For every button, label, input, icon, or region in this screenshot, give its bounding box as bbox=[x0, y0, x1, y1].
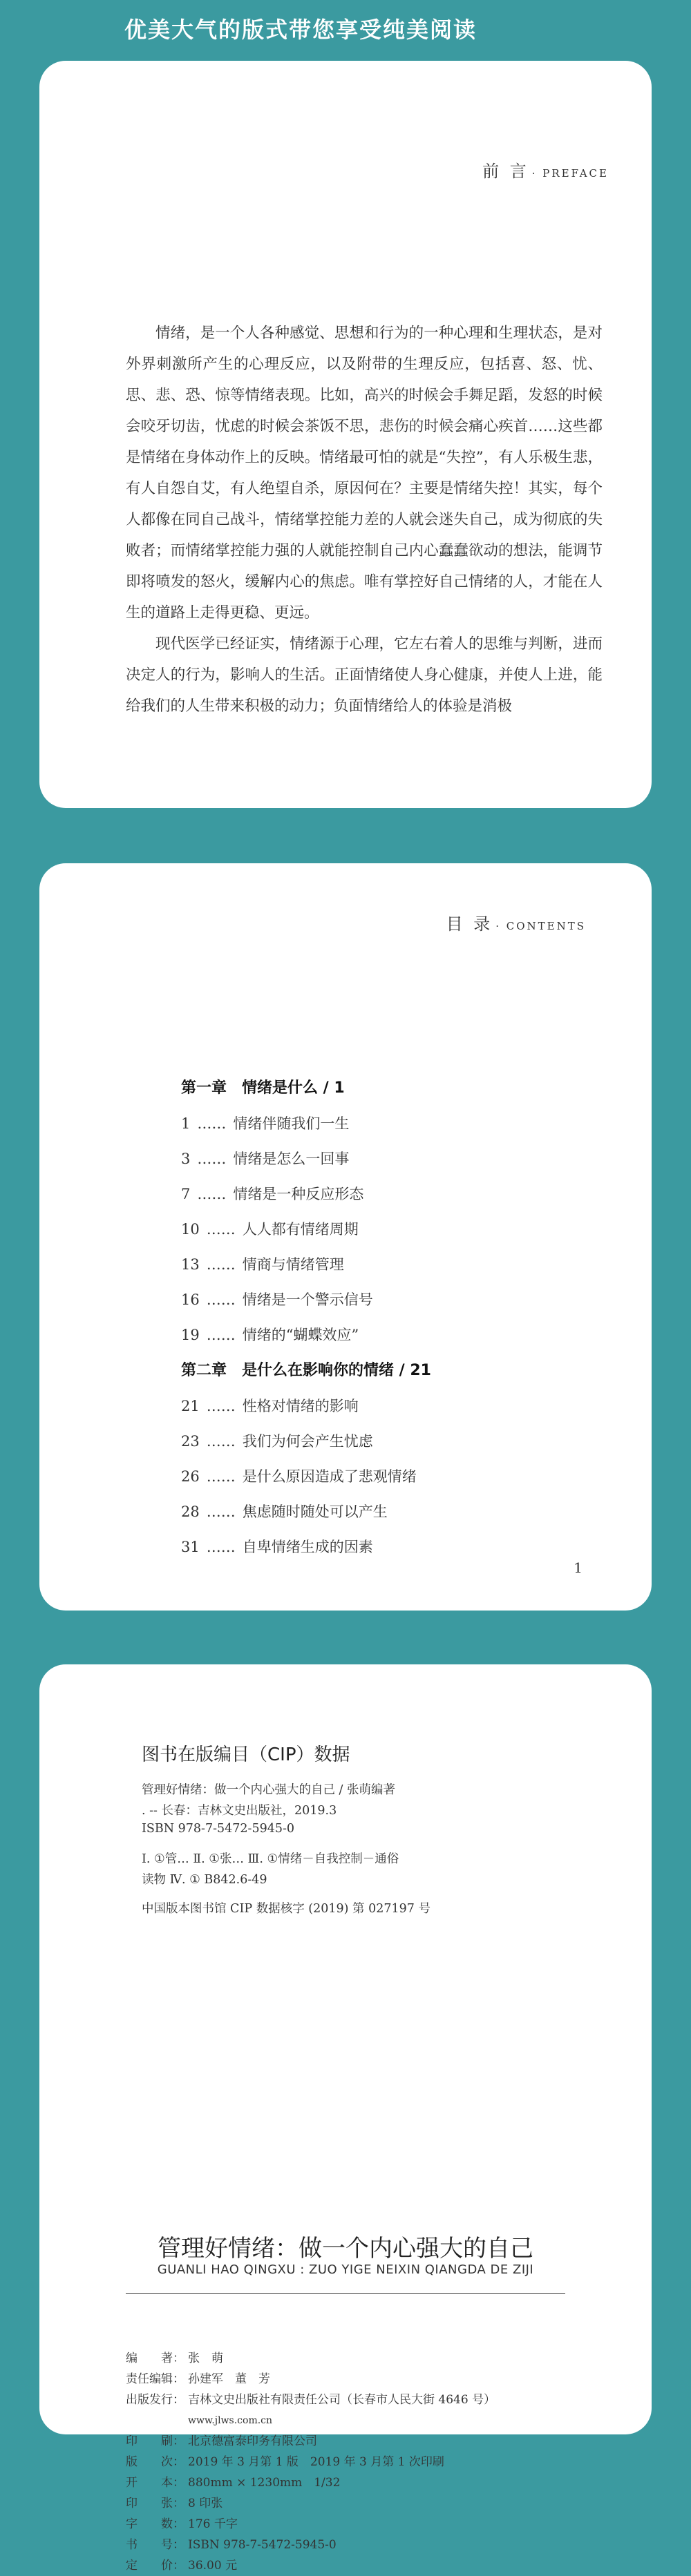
toc-entry-page: 31 bbox=[181, 1539, 200, 1555]
publishing-row bbox=[126, 2410, 495, 2431]
toc-leader-dots: …… bbox=[206, 1221, 236, 1238]
toc-entry bbox=[181, 1494, 568, 1530]
publishing-info bbox=[126, 2348, 495, 2576]
preface-heading bbox=[482, 157, 609, 182]
cip-data-number: 中国版本图书馆 CIP 数据核字 (2019) 第 027197 号 bbox=[142, 1902, 430, 1916]
toc-leader-dots: …… bbox=[197, 1115, 227, 1132]
publishing-value: 北京德富泰印务有限公司 bbox=[188, 2434, 317, 2448]
preface-paragraph-1: 情绪，是一个人各种感觉、思想和行为的一种心理和生理状态，是对外界刺激所产生的心理反应，以及附带的生理反应，包括喜、怒、忧、思、悲、恐、惊等情绪表现。比如，高兴的时候会手舞足蹈，发怒的时候会咬牙切齿，忧虑的时候会茶饭不思，悲伤的时候会痛心疾首……这些都是情绪在身体动作上的反映。情绪最可怕的就是“失控”，有人乐极生悲，有人自怨自艾，有人绝望自杀，原因何在？主要是情绪失控！其实，每个人都像在同自己战斗，情绪掌控能力差的人就会迷失自己，成为彻底的失败者；而情绪掌控能力强的人就能控制自己内心蠢蠢欲动的想法，能调节即将喷发的怒火，缓解内心的焦虑。唯有掌控好自己情绪的人，才能在人生的道路上走得更稳、更远。 bbox=[126, 325, 603, 622]
publishing-row bbox=[126, 2348, 495, 2369]
publishing-row bbox=[126, 2555, 495, 2576]
toc-entry bbox=[181, 1318, 568, 1353]
toc-entry-title: 情绪的“蝴蝶效应” bbox=[242, 1327, 359, 1343]
toc-leader-dots: …… bbox=[206, 1256, 236, 1273]
toc-entry bbox=[181, 1282, 568, 1318]
toc-leader-dots: …… bbox=[206, 1398, 236, 1414]
toc-chapter: 第二章 是什么在影响你的情绪 / 21 bbox=[181, 1362, 431, 1379]
toc-entry bbox=[181, 1459, 568, 1494]
publishing-label: 编 著： bbox=[126, 2352, 184, 2365]
publishing-value: www.jlws.com.cn bbox=[188, 2415, 273, 2426]
publishing-label: 字 数： bbox=[126, 2517, 184, 2531]
toc-chapter: 第一章 情绪是什么 / 1 bbox=[181, 1079, 345, 1097]
toc-entry bbox=[181, 1530, 568, 1565]
toc-leader-dots: …… bbox=[206, 1327, 236, 1343]
toc-entry bbox=[181, 1177, 568, 1212]
toc-entry-title: 焦虑随时随处可以产生 bbox=[242, 1503, 388, 1520]
toc-entry-title: 情商与情绪管理 bbox=[242, 1256, 344, 1273]
publishing-row bbox=[126, 2452, 495, 2472]
toc-leader-dots: …… bbox=[206, 1468, 236, 1485]
publishing-value: 吉林文史出版社有限责任公司（长春市人民大街 4646 号） bbox=[188, 2393, 496, 2407]
toc-entry-title: 情绪是一种反应形态 bbox=[233, 1186, 364, 1202]
table-of-contents bbox=[181, 1070, 568, 1565]
banner-title: 优美大气的版式带您享受纯美阅读 bbox=[124, 17, 477, 43]
copyright-page bbox=[39, 1664, 652, 2573]
publishing-label: 版 次： bbox=[126, 2455, 184, 2469]
cip-line: ISBN 978-7-5472-5945-0 bbox=[142, 1822, 295, 1836]
toc-entry-title: 人人都有情绪周期 bbox=[242, 1221, 359, 1238]
toc-entry bbox=[181, 1142, 568, 1177]
toc-leader-dots: …… bbox=[197, 1151, 227, 1167]
contents-heading-cn: 目 录 bbox=[446, 914, 493, 934]
toc-entry-page: 26 bbox=[181, 1468, 200, 1485]
toc-entry-page: 3 bbox=[181, 1151, 191, 1167]
publishing-value: ISBN 978-7-5472-5945-0 bbox=[188, 2538, 337, 2552]
toc-entry bbox=[181, 1106, 568, 1142]
toc-entry-page: 21 bbox=[181, 1398, 200, 1414]
publishing-label: 责任编辑： bbox=[126, 2372, 184, 2386]
toc-entry bbox=[181, 1389, 568, 1424]
toc-entry-page: 1 bbox=[181, 1115, 191, 1132]
publishing-row bbox=[126, 2369, 495, 2390]
divider bbox=[126, 2293, 565, 2294]
cip-line: 管理好情绪：做一个内心强大的自己 / 张萌编著 bbox=[142, 1783, 396, 1797]
toc-entry-title: 是什么原因造成了悲观情绪 bbox=[242, 1468, 417, 1485]
preface-paragraph-2: 现代医学已经证实，情绪源于心理，它左右着人的思维与判断，进而决定人的行为，影响人的生活。正面情绪使人身心健康，并使人上进，能给我们的人生带来积极的动力；负面情绪给人的体验是消极 bbox=[126, 635, 603, 715]
publishing-row bbox=[126, 2535, 495, 2555]
toc-leader-dots: …… bbox=[206, 1291, 236, 1308]
publishing-label: 印 刷： bbox=[126, 2434, 184, 2448]
contents-heading bbox=[446, 910, 586, 934]
preface-heading-en: · PREFACE bbox=[531, 167, 609, 180]
toc-entry-page: 28 bbox=[181, 1503, 200, 1520]
publishing-value: 2019 年 3 月第 1 版 2019 年 3 月第 1 次印刷 bbox=[188, 2455, 444, 2469]
toc-entry bbox=[181, 1424, 568, 1459]
cip-line: . -- 长春：吉林文史出版社，2019.3 bbox=[142, 1804, 337, 1818]
publishing-value: 8 印张 bbox=[188, 2497, 223, 2510]
publishing-value: 36.00 元 bbox=[188, 2559, 238, 2573]
page-number: 1 bbox=[574, 1559, 583, 1576]
publishing-value: 张 萌 bbox=[188, 2352, 223, 2365]
publishing-row bbox=[126, 2493, 495, 2514]
toc-leader-dots: …… bbox=[206, 1539, 236, 1555]
toc-entry-page: 10 bbox=[181, 1221, 200, 1238]
cip-line: Ⅰ. ①管… Ⅱ. ①张… Ⅲ. ①情绪－自我控制－通俗 bbox=[142, 1852, 399, 1866]
publishing-label: 书 号： bbox=[126, 2538, 184, 2552]
publishing-value: 孙建军 董 芳 bbox=[188, 2372, 270, 2386]
publishing-value: 880mm × 1230mm 1/32 bbox=[188, 2476, 341, 2490]
toc-entry-page: 23 bbox=[181, 1433, 200, 1450]
toc-entry-title: 我们为何会产生忧虑 bbox=[242, 1433, 373, 1450]
toc-entry-page: 13 bbox=[181, 1256, 200, 1273]
cip-title: 图书在版编目（CIP）数据 bbox=[142, 1744, 350, 1765]
toc-entry bbox=[181, 1247, 568, 1282]
toc-entry-title: 自卑情绪生成的因素 bbox=[242, 1539, 373, 1555]
publishing-label: 定 价： bbox=[126, 2559, 184, 2573]
cip-line: 读物 Ⅳ. ① B842.6-49 bbox=[142, 1873, 267, 1887]
publishing-label: 印 张： bbox=[126, 2497, 184, 2510]
publishing-label: 开 本： bbox=[126, 2476, 184, 2490]
toc-leader-dots: …… bbox=[197, 1186, 227, 1202]
toc-entry-title: 情绪是怎么一回事 bbox=[233, 1151, 350, 1167]
toc-entry bbox=[181, 1212, 568, 1247]
publishing-row bbox=[126, 2472, 495, 2493]
toc-entry-page: 19 bbox=[181, 1327, 200, 1343]
toc-entry-title: 情绪伴随我们一生 bbox=[233, 1115, 350, 1132]
toc-leader-dots: …… bbox=[206, 1503, 236, 1520]
book-pinyin: GUANLI HAO QINGXU : ZUO YIGE NEIXIN QIANGDA DE ZIJI bbox=[157, 2262, 534, 2277]
publishing-value: 176 千字 bbox=[188, 2517, 238, 2531]
contents-heading-en: · CONTENTS bbox=[495, 920, 586, 932]
contents-page bbox=[39, 863, 652, 1611]
toc-entry-title: 情绪是一个警示信号 bbox=[242, 1291, 373, 1308]
preface-body bbox=[126, 318, 603, 722]
toc-leader-dots: …… bbox=[206, 1433, 236, 1450]
publishing-row bbox=[126, 2514, 495, 2535]
toc-entry-page: 7 bbox=[181, 1186, 191, 1202]
toc-entry-page: 16 bbox=[181, 1291, 200, 1308]
publishing-label: 出版发行： bbox=[126, 2393, 184, 2407]
book-title: 管理好情绪：做一个内心强大的自己 bbox=[158, 2235, 533, 2262]
publishing-row bbox=[126, 2390, 495, 2410]
publishing-row bbox=[126, 2431, 495, 2452]
preface-page bbox=[39, 61, 652, 808]
toc-entry-title: 性格对情绪的影响 bbox=[242, 1398, 359, 1414]
preface-heading-cn: 前 言 bbox=[482, 162, 529, 181]
